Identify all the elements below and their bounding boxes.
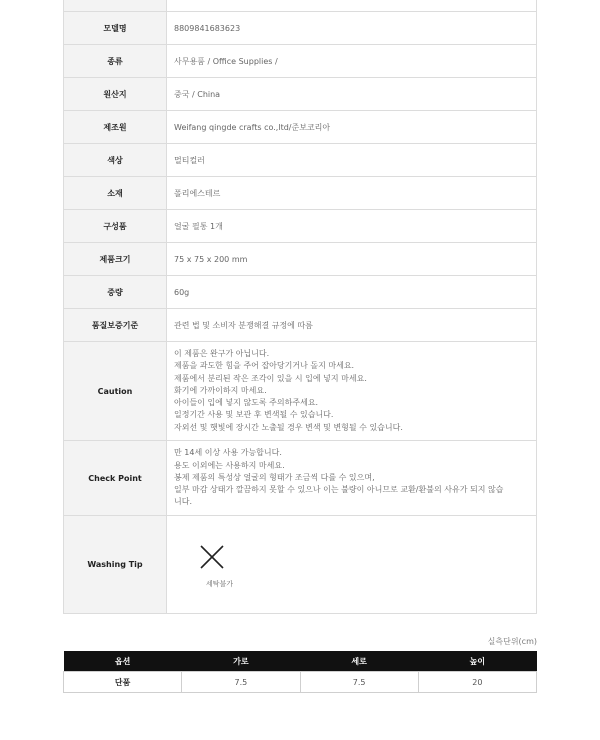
size-table-row [64, 672, 537, 693]
spec-row-washing-tip [64, 516, 537, 614]
spec-row-manufacturer [64, 111, 537, 144]
spec-row-type [64, 45, 537, 78]
spec-label: 종류 [64, 45, 167, 78]
size-unit-note: 실측단위(cm) [487, 637, 537, 646]
spec-value: 75 x 75 x 200 mm [167, 243, 537, 276]
size-table-header [64, 651, 537, 672]
washing-tip-icon-label: 세탁불가 [206, 579, 234, 588]
spec-value: 중국 / China [167, 78, 537, 111]
spec-value: 얼굴 필통 1개 [167, 210, 537, 243]
spec-value: 관련 법 및 소비자 분쟁해결 규정에 따름 [167, 309, 537, 342]
spec-value-cell [167, 0, 537, 12]
spec-row-material [64, 177, 537, 210]
spec-row-check-point [64, 441, 537, 516]
size-header-height: 높이 [418, 651, 536, 672]
spec-label: 모델명 [64, 12, 167, 45]
spec-row-warranty [64, 309, 537, 342]
spec-row-weight [64, 276, 537, 309]
no-wash-x-icon [196, 541, 228, 573]
washing-tip-cell [167, 516, 537, 614]
check-point-text: 만 14세 이상 사용 가능합니다. 용도 이외에는 사용하지 마세요. 봉제 제품의 특성상 얼굴의 형태가 조금씩 다를 수 있으며, 일부 마감 상태가 깔끔하지 못할 수 있으나 이는 불량이 아니므로 교환/환불의 사유가 되지 않습 니다. [167, 441, 537, 516]
spec-row-top-partial [64, 0, 537, 12]
spec-label: 제품크기 [64, 243, 167, 276]
spec-label: 구성품 [64, 210, 167, 243]
washing-tip-label: Washing Tip [64, 516, 167, 614]
caution-label: Caution [64, 342, 167, 441]
spec-label: 제조원 [64, 111, 167, 144]
spec-value: 60g [167, 276, 537, 309]
size-header-width: 가로 [182, 651, 300, 672]
product-spec-table [63, 0, 537, 614]
spec-value: 폴리에스테르 [167, 177, 537, 210]
spec-value: Weifang qingde crafts co.,ltd/준보코리아 [167, 111, 537, 144]
spec-row-origin [64, 78, 537, 111]
size-cell-option: 단품 [64, 672, 182, 693]
spec-label: 품질보증기준 [64, 309, 167, 342]
spec-row-caution [64, 342, 537, 441]
spec-value: 8809841683623 [167, 12, 537, 45]
spec-label-cell [64, 0, 167, 12]
spec-row-size [64, 243, 537, 276]
size-header-option: 옵션 [64, 651, 182, 672]
spec-label: 중량 [64, 276, 167, 309]
size-cell-depth: 7.5 [300, 672, 418, 693]
size-cell-width: 7.5 [182, 672, 300, 693]
spec-label: 색상 [64, 144, 167, 177]
spec-value: 멀티컬러 [167, 144, 537, 177]
size-table [63, 651, 537, 693]
spec-row-components [64, 210, 537, 243]
caution-text: 이 제품은 완구가 아닙니다. 제품을 과도한 힘을 주어 잡아당기거나 돌지 마세요. 제품에서 분리된 작은 조각이 있을 시 입에 넣지 마세요. 화기에 가까이하지 마세요. 아이들이 입에 넣지 않도록 주의하주세요. 일정기간 사용 및 보관 후 변색될 수 있습니다. 자외선 및 햇빛에 장시간 노출될 경우 변색 및 변형될 수 있습니다. [167, 342, 537, 441]
spec-row-model [64, 12, 537, 45]
washing-tip-content [174, 541, 536, 589]
size-header-depth: 세로 [300, 651, 418, 672]
spec-row-color [64, 144, 537, 177]
size-cell-height: 20 [418, 672, 536, 693]
check-point-label: Check Point [64, 441, 167, 516]
spec-label: 원산지 [64, 78, 167, 111]
spec-value: 사무용품 / Office Supplies / [167, 45, 537, 78]
spec-label: 소재 [64, 177, 167, 210]
